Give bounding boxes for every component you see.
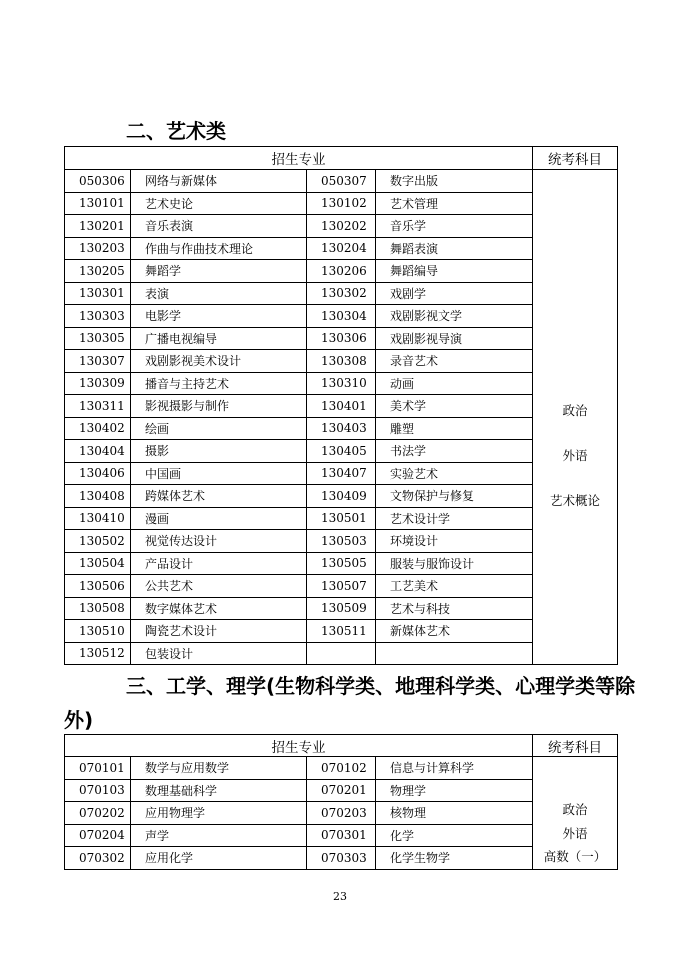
major-name: 戏剧影视美术设计	[131, 350, 307, 373]
major-code	[307, 642, 376, 665]
section-heading-art: 二、艺术类	[126, 119, 226, 143]
major-code: 130301	[65, 282, 131, 305]
major-code: 070202	[65, 802, 131, 825]
header-major: 招生专业	[65, 735, 533, 757]
major-code: 130405	[307, 440, 376, 463]
major-name: 表演	[131, 282, 307, 305]
major-code: 070302	[65, 847, 131, 870]
major-name	[376, 642, 533, 665]
major-code: 130401	[307, 395, 376, 418]
major-code: 130403	[307, 417, 376, 440]
major-code: 070301	[307, 824, 376, 847]
major-name: 陶瓷艺术设计	[131, 620, 307, 643]
major-code: 130202	[307, 215, 376, 238]
major-code: 130408	[65, 485, 131, 508]
exam-subject: 高数（一）	[543, 849, 607, 864]
major-code: 130309	[65, 372, 131, 395]
major-name: 舞蹈学	[131, 260, 307, 283]
major-code: 130502	[65, 530, 131, 553]
major-code: 130310	[307, 372, 376, 395]
major-code: 130307	[65, 350, 131, 373]
major-name: 声学	[131, 824, 307, 847]
major-name: 美术学	[376, 395, 533, 418]
major-name: 艺术管理	[376, 192, 533, 215]
major-code: 130406	[65, 462, 131, 485]
art-major-table	[64, 146, 618, 665]
major-name: 包装设计	[131, 642, 307, 665]
major-code: 130501	[307, 507, 376, 530]
major-code: 130311	[65, 395, 131, 418]
major-code: 130306	[307, 327, 376, 350]
header-subject: 统考科目	[533, 735, 618, 757]
exam-subject: 政治	[562, 802, 588, 817]
major-code: 130402	[65, 417, 131, 440]
major-code: 130508	[65, 597, 131, 620]
major-code: 050306	[65, 170, 131, 193]
major-name: 数字媒体艺术	[131, 597, 307, 620]
header-major: 招生专业	[65, 147, 533, 170]
major-code: 130206	[307, 260, 376, 283]
major-code: 130203	[65, 237, 131, 260]
sci-major-table	[64, 734, 618, 870]
table-header-row	[65, 147, 618, 170]
exam-subjects-cell	[533, 757, 618, 870]
major-name: 网络与新媒体	[131, 170, 307, 193]
major-name: 音乐表演	[131, 215, 307, 238]
major-name: 数学与应用数学	[131, 757, 307, 780]
major-name: 雕塑	[376, 417, 533, 440]
major-code: 130512	[65, 642, 131, 665]
major-name: 文物保护与修复	[376, 485, 533, 508]
major-code: 070303	[307, 847, 376, 870]
major-name: 戏剧影视文学	[376, 305, 533, 328]
major-code: 130302	[307, 282, 376, 305]
major-code: 070204	[65, 824, 131, 847]
major-name: 化学生物学	[376, 847, 533, 870]
major-code: 130407	[307, 462, 376, 485]
major-name: 绘画	[131, 417, 307, 440]
section-heading-sci: 三、工学、理学(生物科学类、地理科学类、心理学类等除	[126, 674, 636, 698]
major-name: 音乐学	[376, 215, 533, 238]
major-name: 艺术史论	[131, 192, 307, 215]
major-name: 公共艺术	[131, 575, 307, 598]
major-code: 070201	[307, 779, 376, 802]
exam-subject: 政治	[562, 403, 588, 418]
major-code: 130305	[65, 327, 131, 350]
major-name: 舞蹈表演	[376, 237, 533, 260]
major-code: 050307	[307, 170, 376, 193]
major-code: 130510	[65, 620, 131, 643]
exam-subject: 艺术概论	[549, 493, 600, 508]
major-name: 实验艺术	[376, 462, 533, 485]
major-name: 动画	[376, 372, 533, 395]
major-name: 作曲与作曲技术理论	[131, 237, 307, 260]
major-name: 摄影	[131, 440, 307, 463]
major-code: 070103	[65, 779, 131, 802]
page-number: 23	[333, 890, 347, 903]
major-name: 艺术设计学	[376, 507, 533, 530]
major-code: 130505	[307, 552, 376, 575]
major-name: 工艺美术	[376, 575, 533, 598]
header-subject: 统考科目	[533, 147, 618, 170]
major-code: 130410	[65, 507, 131, 530]
major-name: 视觉传达设计	[131, 530, 307, 553]
major-code: 130409	[307, 485, 376, 508]
section-heading-sci-cont: 外)	[64, 708, 94, 732]
major-name: 物理学	[376, 779, 533, 802]
table-header-row	[65, 735, 618, 757]
major-name: 应用物理学	[131, 802, 307, 825]
major-code: 130201	[65, 215, 131, 238]
major-name: 产品设计	[131, 552, 307, 575]
major-name: 新媒体艺术	[376, 620, 533, 643]
major-name: 核物理	[376, 802, 533, 825]
major-name: 录音艺术	[376, 350, 533, 373]
major-name: 播音与主持艺术	[131, 372, 307, 395]
major-code: 130308	[307, 350, 376, 373]
major-name: 应用化学	[131, 847, 307, 870]
exam-subject: 外语	[562, 825, 588, 841]
major-code: 070102	[307, 757, 376, 780]
major-code: 130507	[307, 575, 376, 598]
major-code: 130506	[65, 575, 131, 598]
major-code: 130101	[65, 192, 131, 215]
major-name: 服装与服饰设计	[376, 552, 533, 575]
major-name: 电影学	[131, 305, 307, 328]
table-row	[65, 170, 618, 193]
major-code: 130304	[307, 305, 376, 328]
exam-subjects-cell	[533, 170, 618, 665]
major-code: 130511	[307, 620, 376, 643]
major-name: 信息与计算科学	[376, 757, 533, 780]
major-name: 影视摄影与制作	[131, 395, 307, 418]
major-name: 数字出版	[376, 170, 533, 193]
major-code: 130509	[307, 597, 376, 620]
major-code: 130404	[65, 440, 131, 463]
major-code: 130303	[65, 305, 131, 328]
major-name: 书法学	[376, 440, 533, 463]
major-code: 130102	[307, 192, 376, 215]
major-name: 漫画	[131, 507, 307, 530]
major-code: 130204	[307, 237, 376, 260]
major-name: 广播电视编导	[131, 327, 307, 350]
major-code: 070203	[307, 802, 376, 825]
major-code: 070101	[65, 757, 131, 780]
exam-subject: 外语	[562, 448, 588, 463]
major-name: 艺术与科技	[376, 597, 533, 620]
major-name: 戏剧影视导演	[376, 327, 533, 350]
major-code: 130205	[65, 260, 131, 283]
major-code: 130504	[65, 552, 131, 575]
major-code: 130503	[307, 530, 376, 553]
major-name: 舞蹈编导	[376, 260, 533, 283]
major-name: 跨媒体艺术	[131, 485, 307, 508]
major-name: 戏剧学	[376, 282, 533, 305]
major-name: 环境设计	[376, 530, 533, 553]
table-row	[65, 757, 618, 780]
major-name: 化学	[376, 824, 533, 847]
major-name: 数理基础科学	[131, 779, 307, 802]
major-name: 中国画	[131, 462, 307, 485]
